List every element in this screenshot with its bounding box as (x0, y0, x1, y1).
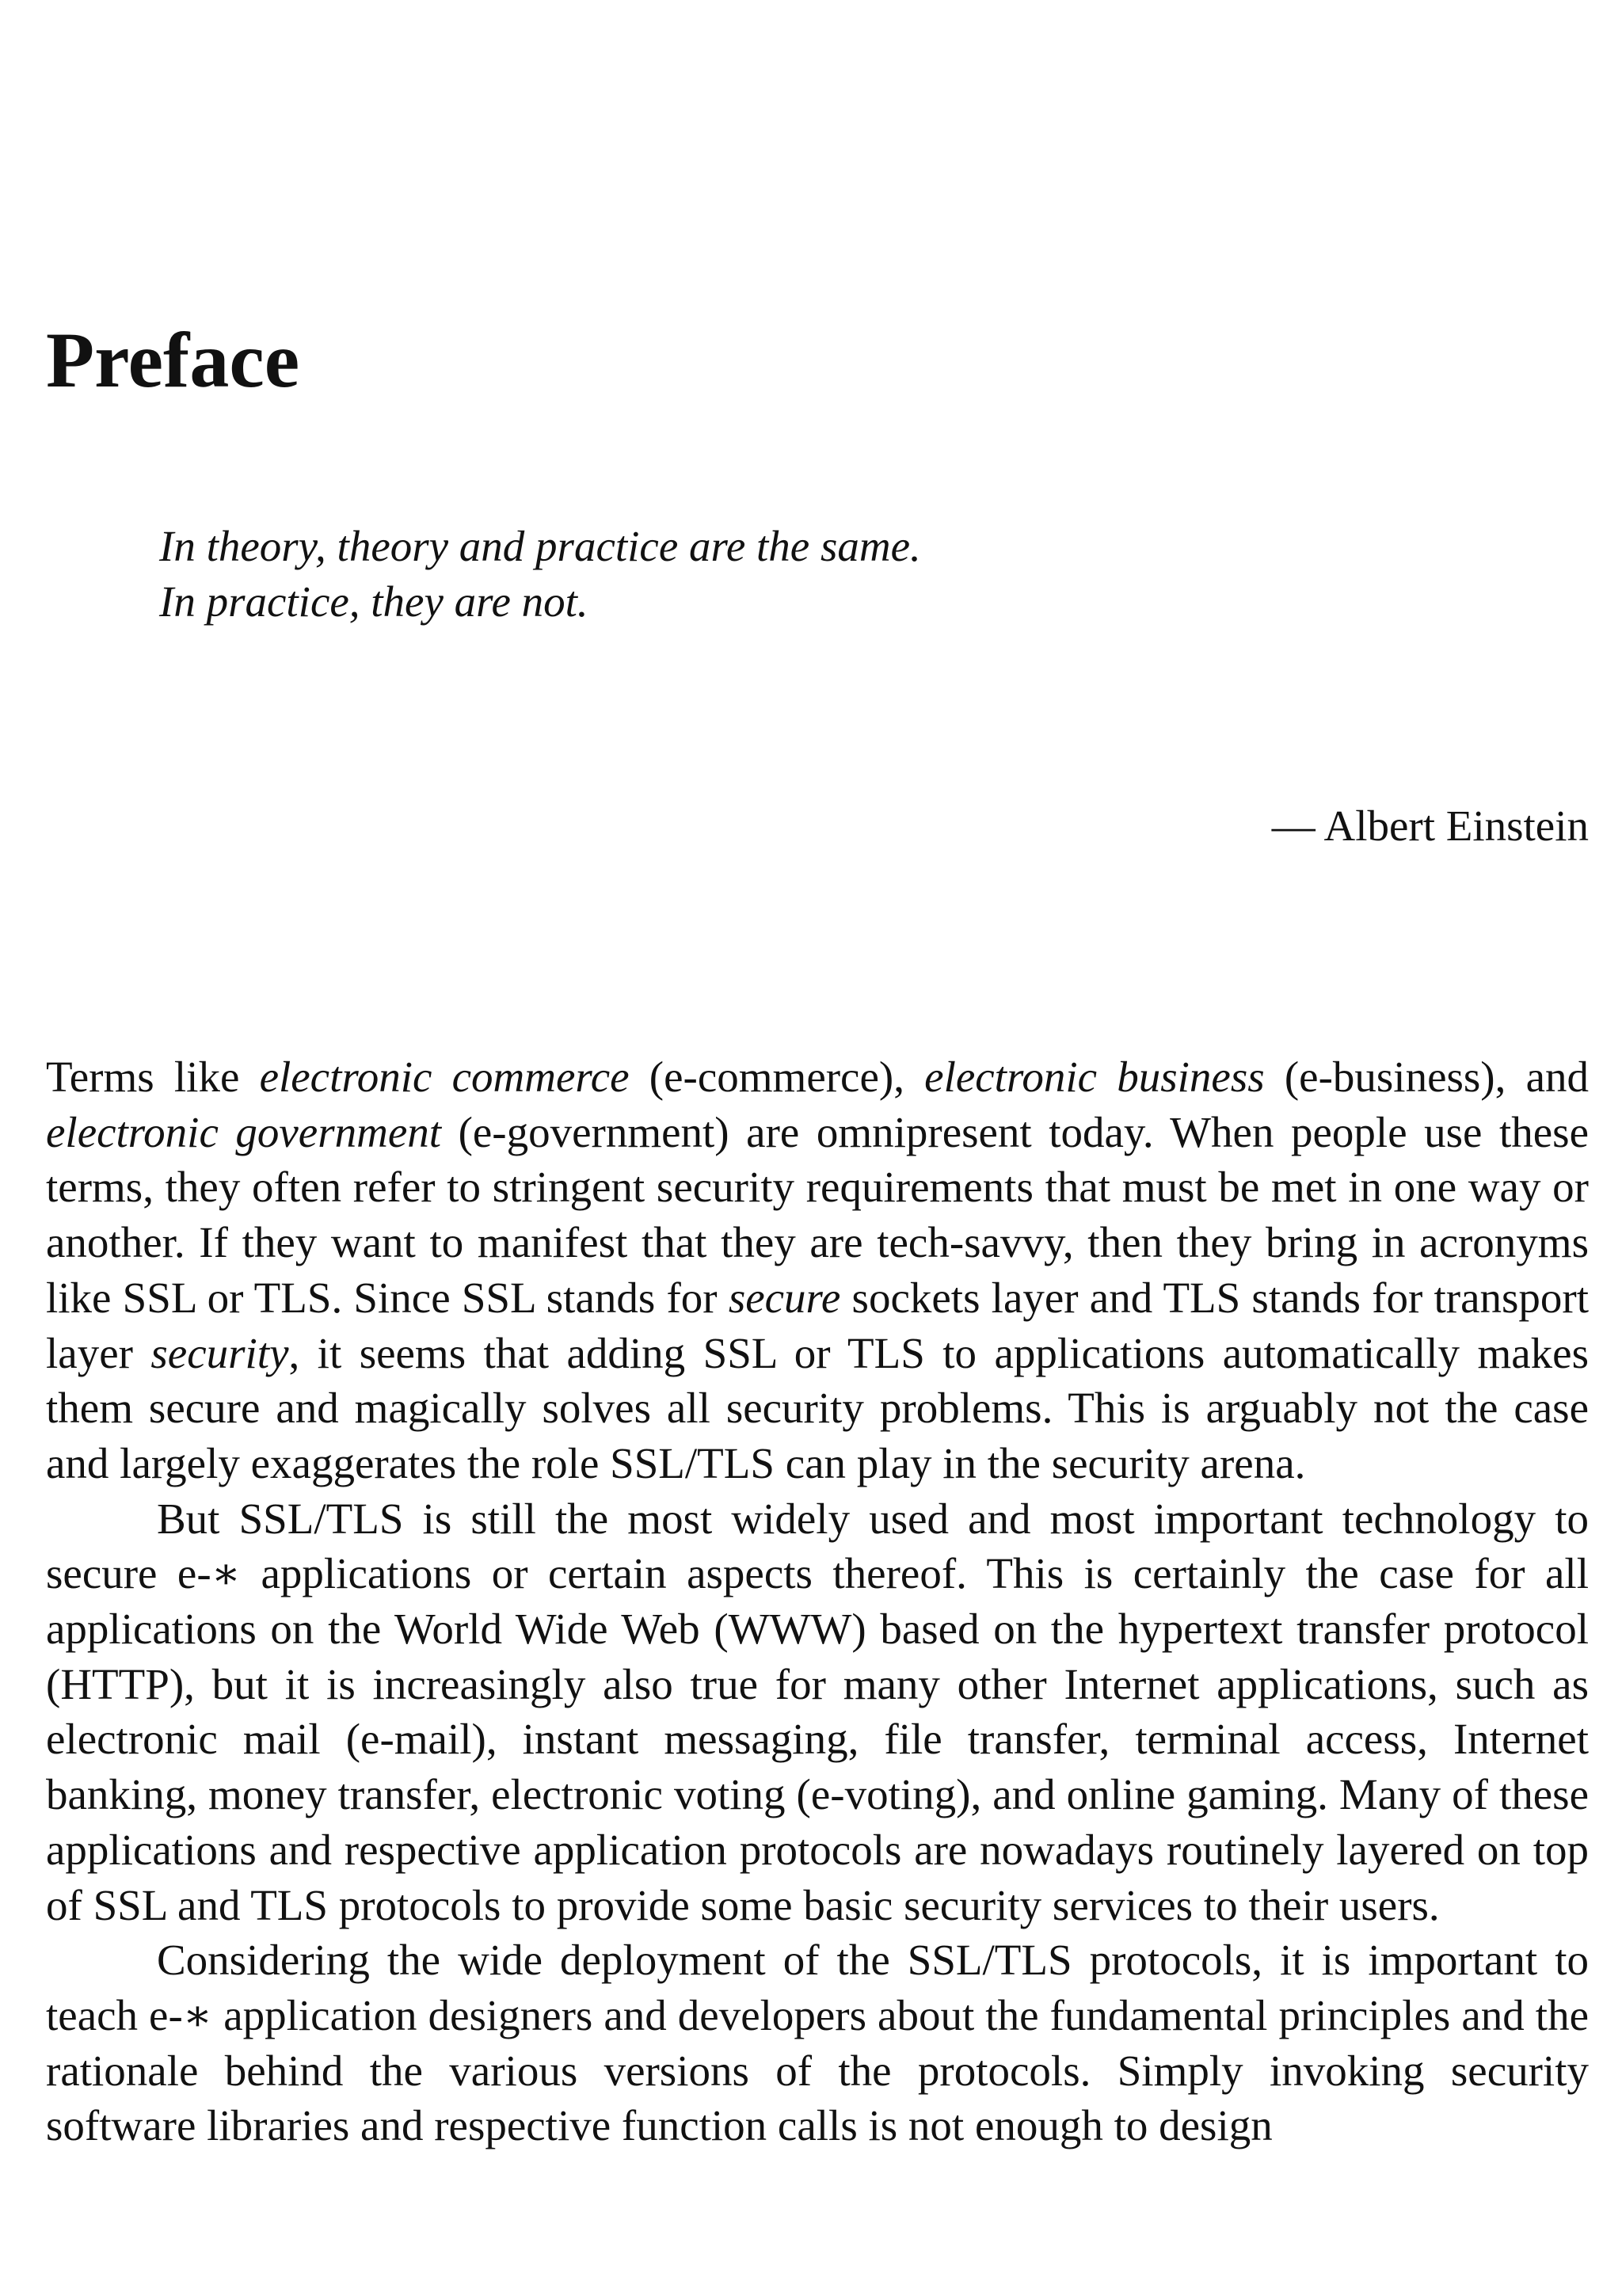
epigraph-attribution: — Albert Einstein (1271, 802, 1589, 850)
term-electronic-government: electronic government (46, 1107, 442, 1156)
body-text (46, 1049, 1589, 2153)
paragraph-2: But SSL/TLS is still the most widely used and most important technology to secure e-∗ applications or certain aspects thereof. This is certainly the case for all applications on the World Wide Web (WWW) based on the hypertext transfer protocol (HTTP), but it is increasingly also true for many other Internet applications, such as electronic mail (e-mail), instant messaging, file transfer, terminal access, Internet banking, money transfer, electronic voting (e-voting), and online gaming. Many of these applications and respective application protocols are nowadays routinely layered on top of SSL and TLS protocols to provide some basic security services to their users. (46, 1494, 1589, 1929)
paragraph-1-text: (e-commerce), (629, 1053, 925, 1101)
epigraph-line-1: In theory, theory and practice are the same. (159, 522, 921, 570)
epigraph (159, 519, 921, 630)
chapter-title: Preface (46, 316, 300, 404)
term-electronic-business: electronic business (924, 1053, 1265, 1101)
paragraph-1 (46, 1049, 1589, 1491)
term-electronic-commerce: electronic commerce (259, 1053, 630, 1101)
epigraph-line-2: In practice, they are not. (159, 577, 588, 626)
term-security: security (150, 1328, 289, 1377)
book-page (46, 0, 1589, 2296)
paragraph-1-text: , it seems that adding SSL or TLS to applications automatically makes them secure and magically solves all security problems. This is arguably not the case and largely exaggerates the role SSL/TLS can play in the security arena. (46, 1328, 1590, 1487)
paragraph-1-text: (e-government) are omnipresent today. When people use these terms, they often refer to stringent security requirements that must be met in one way or another. If they want to manifest that they are tech-savvy, then they bring in acronyms like SSL or TLS. Since SSL stands for (46, 1107, 1589, 1322)
paragraph-1-text: (e-business), and (1264, 1053, 1589, 1101)
paragraph-3: Considering the wide deployment of the SSL/TLS protocols, it is important to teach e-∗ application designers and developers about the fundamental principles and the rationale behind the various versions of the protocols. Simply invoking security software libraries and respective function calls is not enough to design (46, 1936, 1589, 2150)
paragraph-1-text: sockets layer and TLS stands for transport layer (46, 1273, 1589, 1377)
term-secure: secure (728, 1273, 841, 1322)
paragraph-1-text: Terms like (46, 1053, 260, 1101)
